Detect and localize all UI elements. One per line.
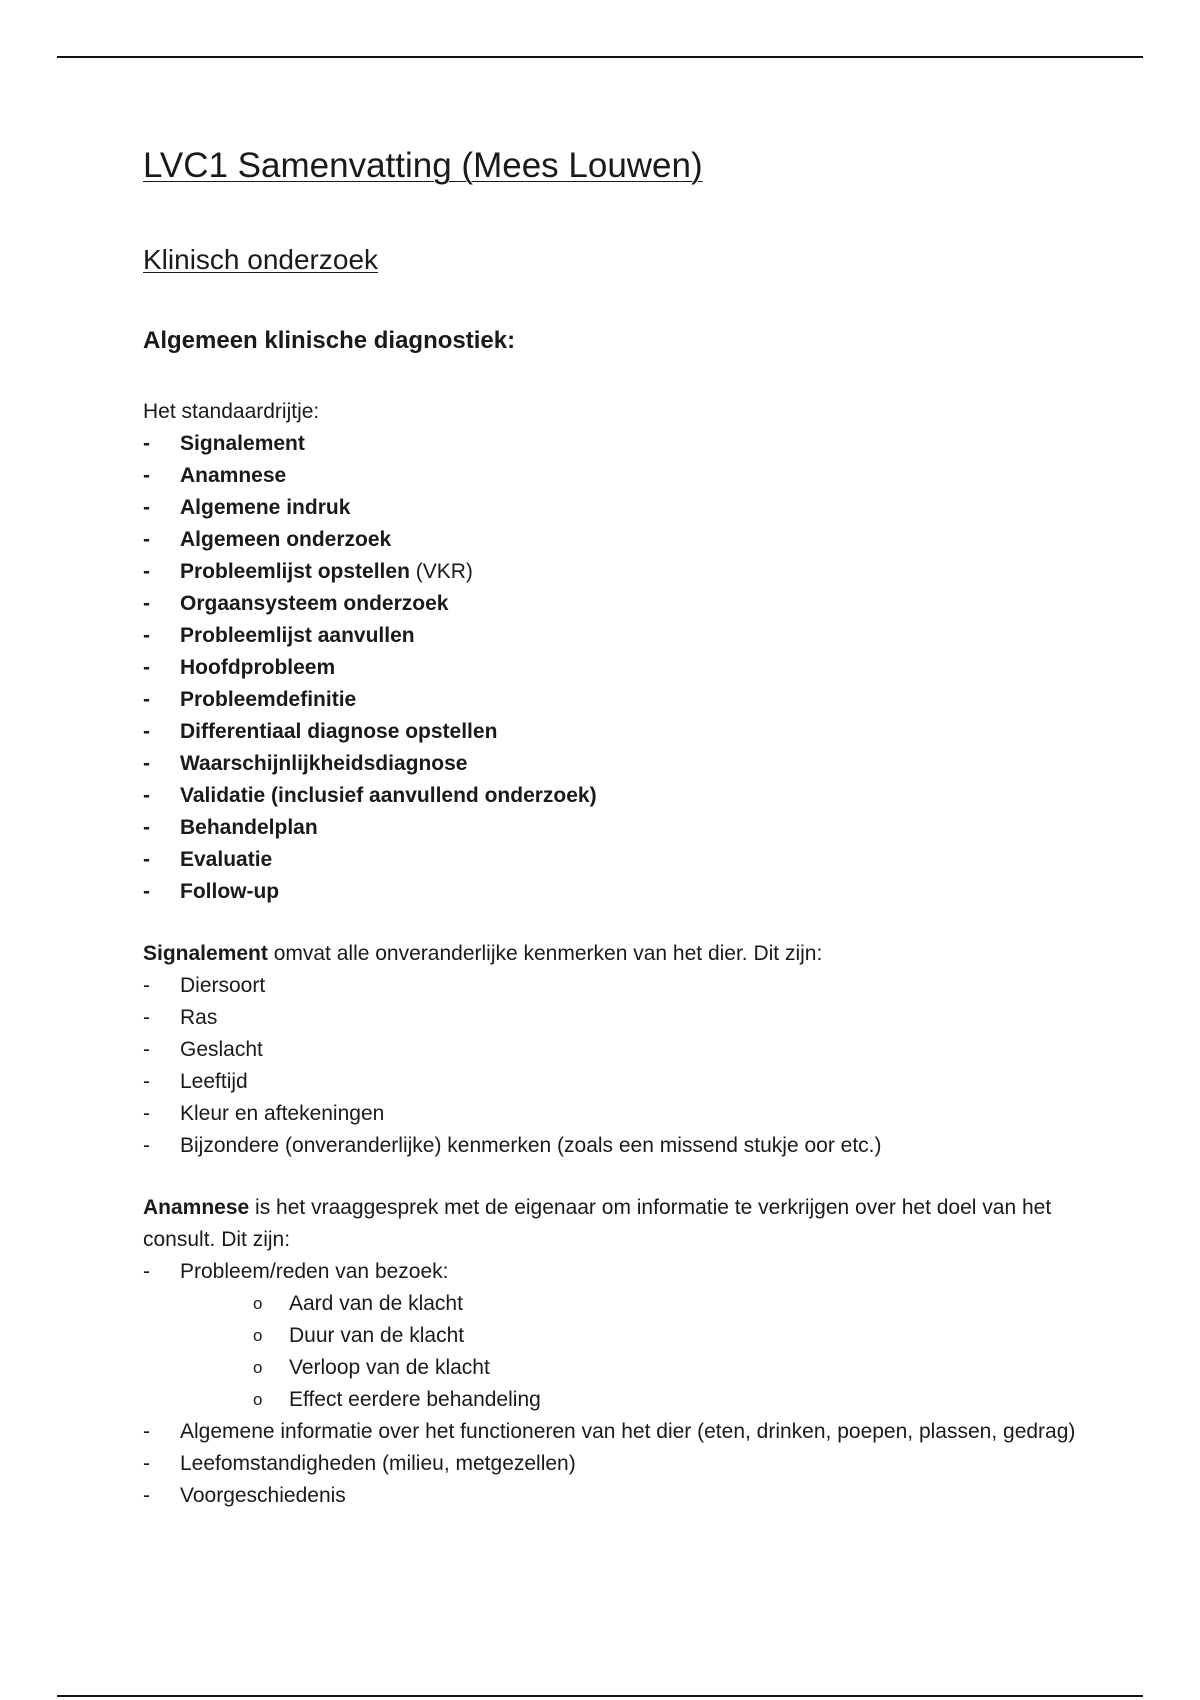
list-item: - Differentiaal diagnose opstellen — [143, 716, 1083, 748]
header-rule — [57, 56, 1143, 58]
list-item: - Geslacht — [143, 1034, 1083, 1066]
list-item: - Probleem/reden van bezoek: o Aard van de klacht o Duur van de klacht o Verloop van de klacht o Effect eerdere behandeling — [143, 1256, 1083, 1416]
list-item: - Validatie (inclusief aanvullend onderzoek) — [143, 780, 1083, 812]
list-item: - Probleemdefinitie — [143, 684, 1083, 716]
list-item: - Ras — [143, 1002, 1083, 1034]
list-item: - Algemene informatie over het functioneren van het dier (eten, drinken, poepen, plassen, gedrag) — [143, 1416, 1083, 1448]
list-item: - Leefomstandigheden (milieu, metgezellen) — [143, 1448, 1083, 1480]
footer-rule — [57, 1695, 1143, 1697]
sub-list-item: o Verloop van de klacht — [253, 1352, 1083, 1384]
list-item: - Orgaansysteem onderzoek — [143, 588, 1083, 620]
list-item: - Voorgeschiedenis — [143, 1480, 1083, 1512]
list-item: - Evaluatie — [143, 844, 1083, 876]
section-title: Klinisch onderzoek — [143, 244, 379, 275]
list-item: - Anamnese — [143, 460, 1083, 492]
sub-list-item: o Duur van de klacht — [253, 1320, 1083, 1352]
standard-list-intro: Het standaardrijtje: — [143, 400, 320, 423]
anamnese-sublist — [180, 1288, 1083, 1416]
list-item: - Hoofdprobleem — [143, 652, 1083, 684]
document-title: LVC1 Samenvatting (Mees Louwen) — [143, 146, 703, 185]
list-item: - Behandelplan — [143, 812, 1083, 844]
list-item: - Signalement — [143, 428, 1083, 460]
signalement-list — [143, 970, 1083, 1162]
list-item: - Algemene indruk — [143, 492, 1083, 524]
list-item: - Follow-up — [143, 876, 1083, 908]
anamnese-term: Anamnese — [143, 1196, 250, 1219]
sub-list-item: o Effect eerdere behandeling — [253, 1384, 1083, 1416]
list-item: - Waarschijnlijkheidsdiagnose — [143, 748, 1083, 780]
anamnese-paragraph: Anamnese is het vraaggesprek met de eigenaar om informatie te verkrijgen over het doel van het consult. Dit zijn: — [143, 1196, 1052, 1251]
subsection-title: Algemeen klinische diagnostiek: — [143, 327, 516, 354]
anamnese-list — [143, 1256, 1083, 1512]
list-item: - Diersoort — [143, 970, 1083, 1002]
signalement-term: Signalement — [143, 942, 268, 965]
list-item: - Algemeen onderzoek — [143, 524, 1083, 556]
standard-list — [143, 428, 1083, 908]
list-item-note: (VKR) — [409, 560, 473, 583]
list-item: - Kleur en aftekeningen — [143, 1098, 1083, 1130]
sub-list-item: o Aard van de klacht — [253, 1288, 1083, 1320]
list-item: - Bijzondere (onveranderlijke) kenmerken (zoals een missend stukje oor etc.) — [143, 1130, 1083, 1162]
list-item: - Leeftijd — [143, 1066, 1083, 1098]
document-body — [143, 144, 1083, 1512]
signalement-paragraph: Signalement omvat alle onveranderlijke kenmerken van het dier. Dit zijn: — [143, 942, 823, 965]
list-item: - Probleemlijst opstellen (VKR) — [143, 556, 1083, 588]
list-item: - Probleemlijst aanvullen — [143, 620, 1083, 652]
